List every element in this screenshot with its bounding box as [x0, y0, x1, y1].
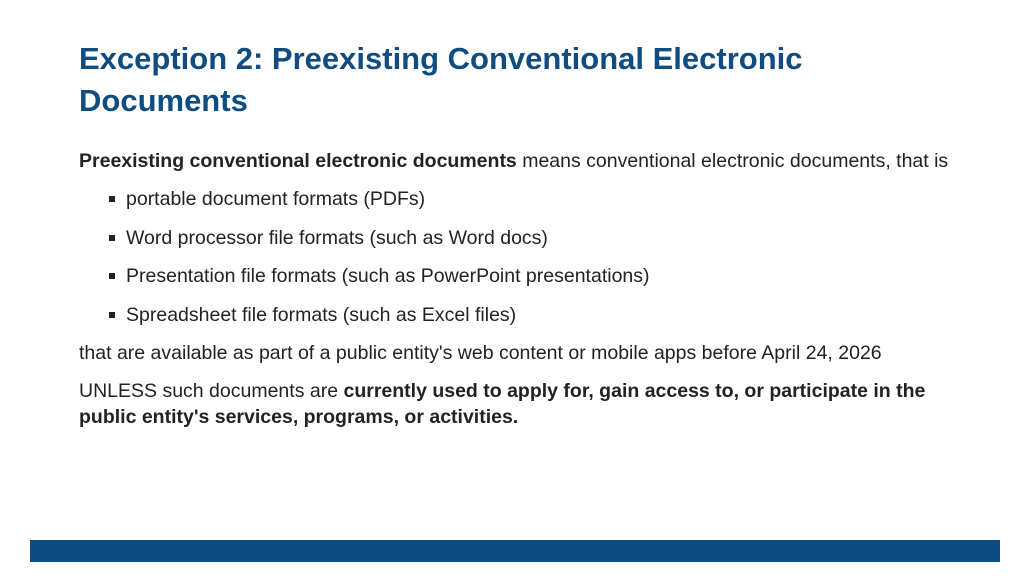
square-bullet-icon: [109, 273, 115, 279]
square-bullet-icon: [109, 312, 115, 318]
unless-bold-clause: currently used to apply for, gain access to, or participate in the public entity's services, programs, or activities.: [79, 379, 926, 428]
list-item-text: Presentation file formats (such as PowerPoint presentations): [126, 265, 650, 287]
list-item-text: portable document formats (PDFs): [126, 188, 426, 210]
footer-bar: [30, 540, 1000, 562]
square-bullet-icon: [109, 196, 115, 202]
slide-title: Exception 2: Preexisting Conventional Electronic Documents: [79, 41, 803, 118]
document-types-list: [79, 186, 959, 328]
list-item-text: Spreadsheet file formats (such as Excel files): [126, 303, 517, 326]
list-item: [109, 263, 959, 289]
unless-prefix: UNLESS such documents are: [79, 379, 344, 402]
unless-paragraph: [79, 378, 959, 430]
intro-bold-term: Preexisting conventional electronic documents: [79, 150, 517, 172]
slide-body: [79, 148, 959, 430]
intro-rest: means conventional electronic documents, that is: [516, 150, 949, 172]
list-item-text: Word processor file formats (such as Word docs): [126, 226, 548, 249]
list-item: [109, 302, 959, 328]
intro-paragraph: [79, 148, 959, 174]
availability-paragraph: that are available as part of a public entity's web content or mobile apps before April 24, 2026: [79, 341, 882, 364]
square-bullet-icon: [109, 235, 115, 241]
list-item: [109, 225, 959, 251]
list-item: [109, 186, 959, 212]
